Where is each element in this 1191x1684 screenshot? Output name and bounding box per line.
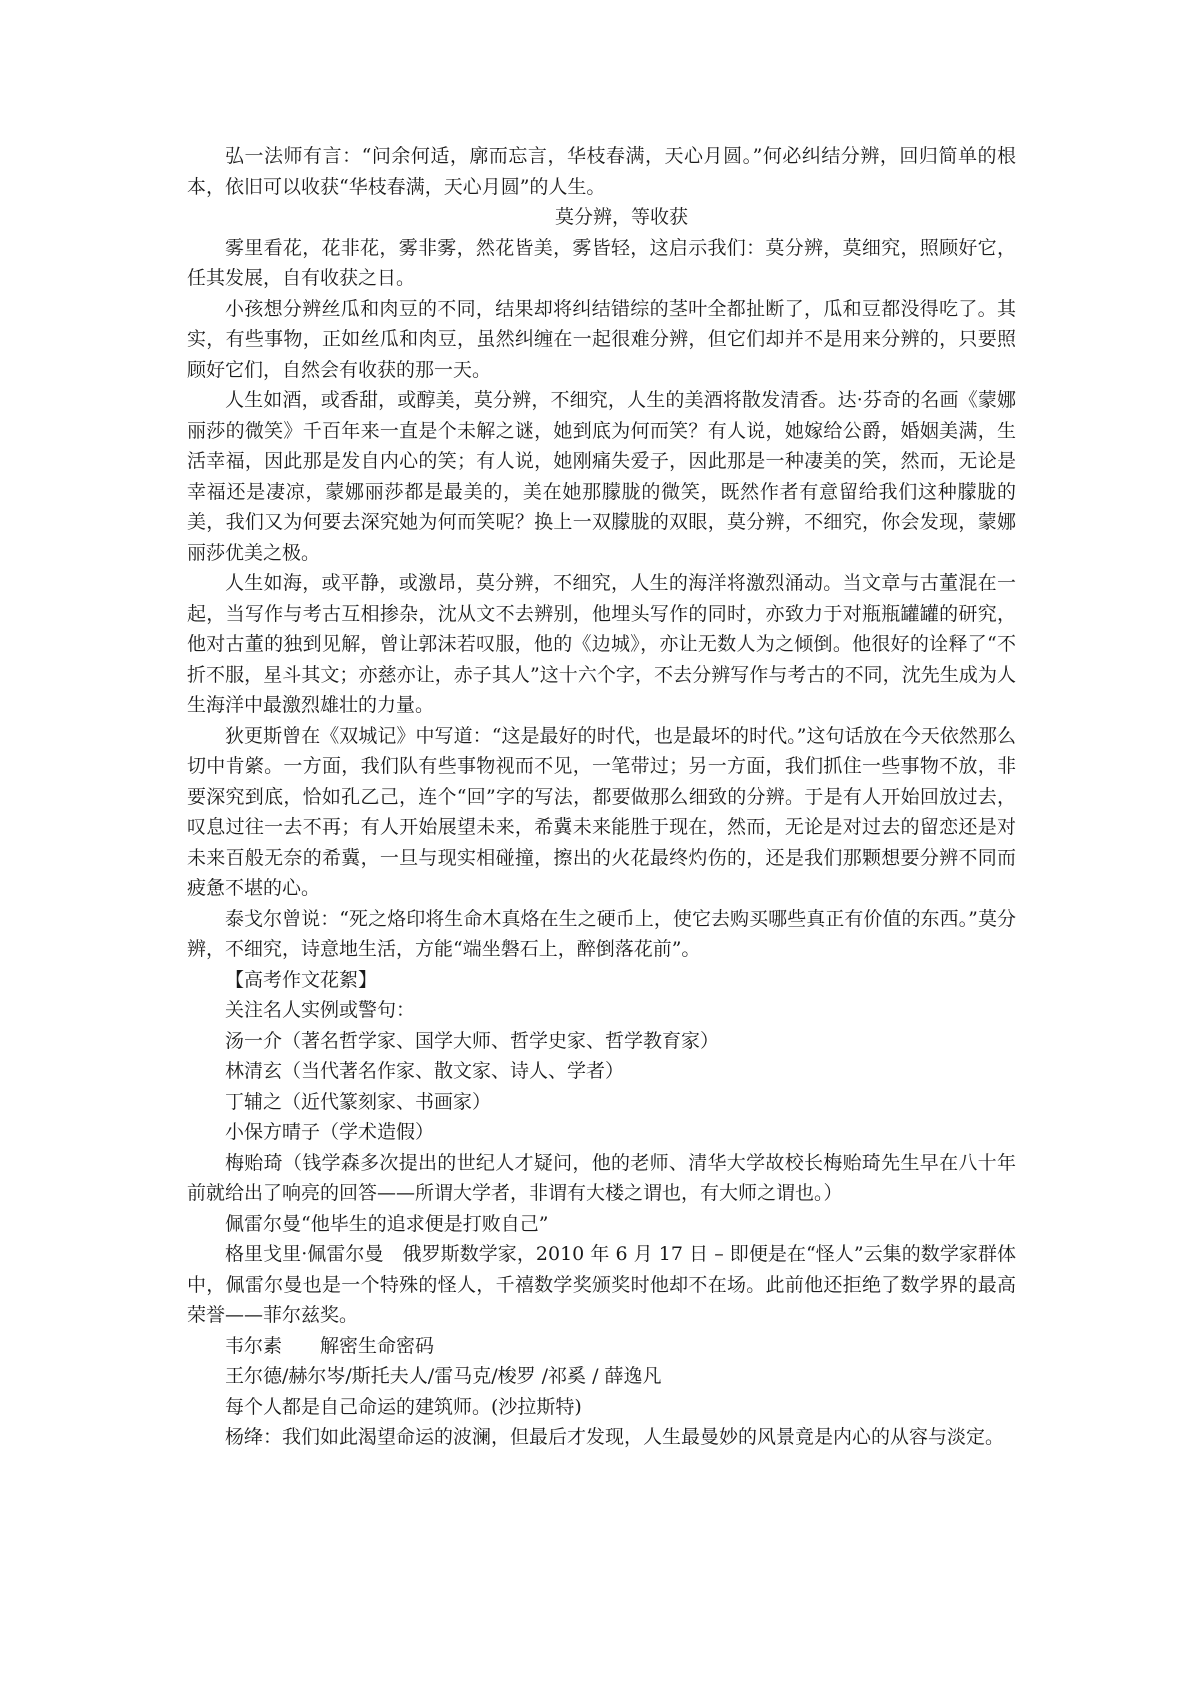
note-line: 关注名人实例或警句： [225, 999, 416, 1021]
note-line: 格里戈里·佩雷尔曼 俄罗斯数学家，2010 年 6 月 17 日 – 即便是在“怪人”云集的数学家群体中，佩雷尔曼也是一个特殊的怪人，千禧数学奖颁奖时他却不在场。此前他还拒绝了数学界的最高荣誉——菲尔兹奖。 [187, 1243, 1016, 1326]
note-line: 韦尔素 解密生命密码 [225, 1334, 435, 1357]
section-heading: 【高考作文花絮】 [225, 968, 378, 991]
body-paragraph: 泰戈尔曾说：“死之烙印将生命木真烙在生之硬币上，使它去购买哪些真正有价值的东西。”莫分辨，不细究，诗意地生活，方能“端坐磐石上，醉倒落花前”。 [187, 907, 1016, 960]
body-paragraph: 狄更斯曾在《双城记》中写道：“这是最好的时代，也是最坏的时代。”这句话放在今天依然那么切中肯綮。一方面，我们队有些事物视而不见，一笔带过；另一方面，我们抓住一些事物不放，非要深究到底，恰如孔乙己，连个“回”字的写法，都要做那么细致的分辨。于是有人开始回放过去，叹息过往一去不再；有人开始展望未来，希冀未来能胜于现在，然而，无论是对过去的留恋还是对未来百般无奈的希冀，一旦与现实相碰撞，擦出的火花最终灼伤的，还是我们那颗想要分辨不同而疲惫不堪的心。 [187, 724, 1016, 899]
note-line: 杨绛：我们如此渴望命运的波澜，但最后才发现，人生最曼妙的风景竟是内心的从容与淡定。 [225, 1426, 1005, 1448]
note-line: 汤一介（著名哲学家、国学大师、哲学史家、哲学教育家） [225, 1029, 720, 1052]
note-line: 小保方晴子（学术造假） [225, 1121, 435, 1143]
body-paragraph: 雾里看花，花非花，雾非雾，然花皆美，雾皆轻，这启示我们：莫分辨，莫细究，照顾好它，任其发展，自有收获之日。 [187, 236, 1016, 289]
note-line: 丁辅之（近代篆刻家、书画家） [225, 1090, 492, 1113]
note-line: 每个人都是自己命运的建筑师。(沙拉斯特) [225, 1395, 582, 1418]
note-line: 梅贻琦（钱学森多次提出的世纪人才疑问，他的老师、清华大学故校长梅贻琦先生早在八十年前就给出了响亮的回答——所谓大学者，非谓有大楼之谓也，有大师之谓也。） [187, 1151, 1016, 1204]
note-line: 王尔德/赫尔岑/斯托夫人/雷马克/梭罗 /祁奚 / 薛逸凡 [225, 1365, 662, 1387]
body-paragraph: 小孩想分辨丝瓜和肉豆的不同，结果却将纠结错综的茎叶全都扯断了，瓜和豆都没得吃了。其实，有些事物，正如丝瓜和肉豆，虽然纠缠在一起很难分辨，但它们却并不是用来分辨的，只要照顾好它们，自然会有收获的那一天。 [187, 297, 1016, 381]
note-line: 林清玄（当代著名作家、散文家、诗人、学者） [225, 1060, 625, 1082]
document-body [187, 141, 1016, 1453]
essay-subtitle: 莫分辨，等收获 [554, 206, 688, 228]
intro-paragraph: 弘一法师有言：“问余何适，廓而忘言，华枝春满，天心月圆。”何必纠结分辨，回归简单的根本，依旧可以收获“华枝春满，天心月圆”的人生。 [187, 145, 1016, 198]
note-line: 佩雷尔曼“他毕生的追求便是打败自己” [225, 1212, 549, 1235]
body-paragraph: 人生如酒，或香甜，或醇美，莫分辨，不细究，人生的美酒将散发清香。达·芬奇的名画《蒙娜丽莎的微笑》千百年来一直是个未解之谜，她到底为何而笑？有人说，她嫁给公爵，婚姻美满，生活幸福，因此那是发自内心的笑；有人说，她刚痛失爱子，因此那是一种凄美的笑，然而，无论是幸福还是凄凉，蒙娜丽莎都是最美的，美在她那朦胧的微笑，既然作者有意留给我们这种朦胧的美，我们又为何要去深究她为何而笑呢？换上一双朦胧的双眼，莫分辨，不细究，你会发现，蒙娜丽莎优美之极。 [187, 389, 1016, 564]
body-paragraph: 人生如海，或平静，或激昂，莫分辨，不细究，人生的海洋将激烈涌动。当文章与古董混在一起，当写作与考古互相掺杂，沈从文不去辨别，他埋头写作的同时，亦致力于对瓶瓶罐罐的研究，他对古董的独到见解，曾让郭沫若叹服，他的《边城》，亦让无数人为之倾倒。他很好的诠释了“不折不服，星斗其文；亦慈亦让，赤子其人”这十六个字，不去分辨写作与考古的不同，沈先生成为人生海洋中最激烈雄壮的力量。 [187, 572, 1016, 716]
